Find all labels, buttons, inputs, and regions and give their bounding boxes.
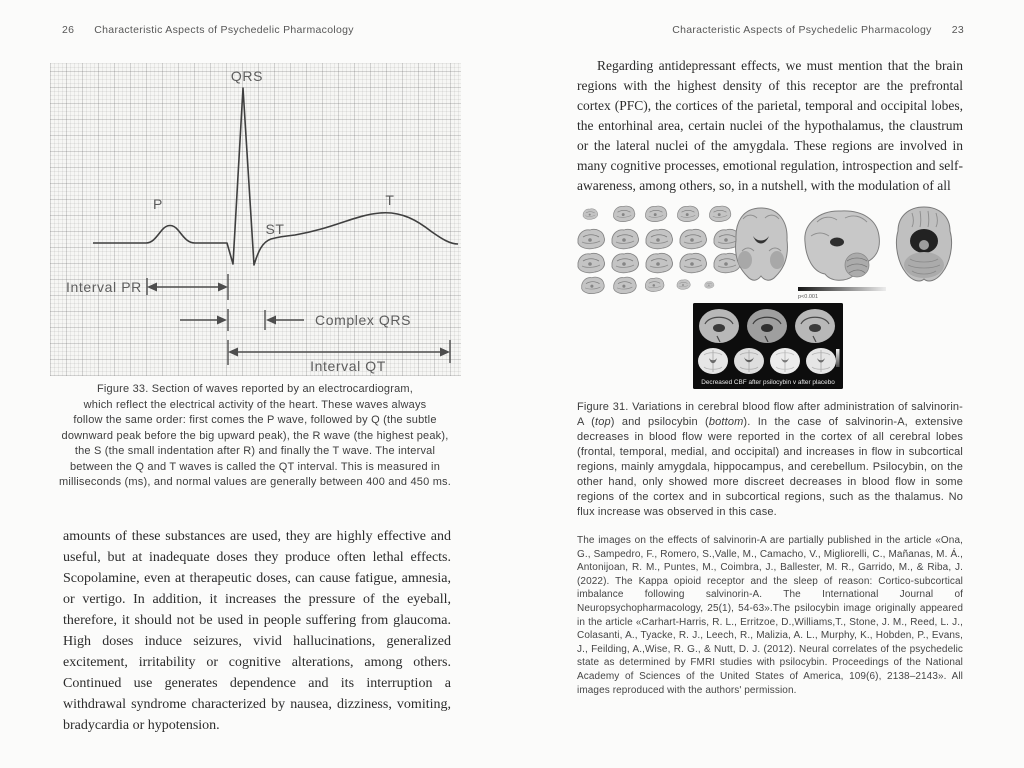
running-head-right-title: Characteristic Aspects of Psychedelic Pharmacology: [672, 24, 932, 36]
interval-pr-arrowhead-left: [147, 283, 157, 292]
cbf-colorbar: [836, 349, 840, 367]
interval-qt-arrowhead-right: [440, 348, 450, 357]
salvinorin-brain-montage: [572, 202, 962, 302]
interval-pr-arrow: [147, 274, 228, 300]
complex-qrs-arrowhead: [266, 316, 276, 325]
left-body-paragraph: amounts of these substances are used, they are highly effective and useful, but at inadequate doses they produce often lethal effects. Scopolamine, even at therapeutic doses, can cause fatigue, amnesia, or vertigo. In addition, it increases the pressure of the eyeball, therefore, it should not be used in people suffering from glaucoma. High doses induce seizures, vivid hallucinations, generalized excitement, irritability or cognitive alterations, among others. Continued use generates dependence and its interruption a withdrawal syndrome characterized by nausea, dizziness, vomiting, bradycardia or hypotension.: [63, 529, 451, 733]
psilocybin-brain-graphic: [693, 303, 843, 389]
qrs-onset-arrowhead: [217, 316, 227, 325]
ecg-label-p: P: [153, 196, 163, 212]
ecg-label-interval-pr: Interval PR: [66, 279, 142, 295]
ecg-label-interval-qt: Interval QT: [310, 358, 386, 374]
ecg-figure: [50, 63, 461, 376]
right-body-paragraph: Regarding antidepressant effects, we must mention that the brain regions with the highest density of this receptor are the prefrontal cortex (PFC), the cortices of the parietal, temporal and occipital lobes, the entorhinal area, certain nuclei of the hypothalamus, the claustrum or the lateral nuclei of the amygdala. These regions are involved in many cognitive processes, emotional regulation, introspection and self-awareness, among others, so, in a nutshell, with the modulation of all: [577, 58, 963, 193]
page-number-right: 23: [951, 24, 964, 36]
figure-31-caption: Figure 31. Variations in cerebral blood flow after administration of salvinorin-A (top) and psilocybin (bottom). In the case of salvinorin-A, extensive decreases in blood flow were reported in the cortex of all cerebral lobes (frontal, temporal, medial, and occipital) and increases in flow in subcortical regions, mainly amygdala, hippocampus, and cerebellum. Psilocybin, on the other hand, only showed more discreet decreases in blood flow in some regions of the cortex and in subcortical regions, such as the thalamus. No flux increase was observed in this case.: [577, 401, 964, 518]
pvalue-colorbar: [798, 287, 886, 291]
ecg-trace-graphic: [50, 63, 461, 376]
figure-31-credit: The images on the effects of salvinorin-A are partially published in the article «Ona, G., Sampedro, F., Romero, S.,Valle, M., Camacho, V., Migliorelli, C., Mañanas, M. Á., Antonijoan, R. M., Puntes, M., Coimbra, J., Ballester, M. R., Garrido, M., & Riba, J. (2022). The Kappa opioid receptor and the sleep of reason: Cortico-subcortical imbalance following salvinorin-A. The International Journal of Neuropsychopharmacology, 25(1), 54-63».The psilocybin image originally appeared in the article «Carhart-Harris, R. L., Erritzoe, D.,Williams,T., Stone, J. M., Reed, L. J., Colasanti, A., Tyacke, R. J., Leech, R., Malizia, A. L., Murphy, K., Hobden, P., Evans, J., Feilding, A.,Wise, R. G., & Nutt, D. J. (2012). Neural correlates of the psychedelic state as determined by FMRI studies with psilocybin. Proceedings of the National Academy of Sciences of the United States of America, 109(6), 2138–2143». All images reproduced with the authors' permission.: [577, 535, 963, 696]
salvinorin-brain-graphic: [572, 202, 962, 302]
interval-qt-arrowhead-left: [228, 348, 238, 357]
mini-brain-slice-grid: [578, 206, 741, 294]
ecg-label-complex-qrs: Complex QRS: [315, 312, 412, 328]
psilocybin-brain-panel: [693, 303, 843, 389]
pvalue-label: p<0.001: [798, 294, 819, 300]
running-head-right: [672, 24, 964, 36]
axial-brain-view: [896, 207, 951, 281]
caption-line: between the Q and T waves is called the QT interval. This is measured in: [69, 460, 441, 473]
sagittal-brain-view: [805, 211, 880, 280]
page-number-left: 26: [62, 24, 75, 36]
caption-line: Figure 33. Section of waves reported by an electrocardiogram,: [96, 383, 414, 395]
caption-line: which reflect the electrical activity of the heart. These waves always: [83, 398, 427, 411]
interval-pr-arrowhead-right: [218, 283, 228, 292]
coronal-brain-view: [736, 208, 788, 280]
psilocybin-panel-caption: Decreased CBF after psilocybin v after placebo: [701, 379, 835, 386]
running-head-left: [62, 24, 354, 36]
figure-33-caption: [53, 382, 457, 491]
ecg-waveform: [93, 88, 458, 265]
caption-line: milliseconds (ms), and normal values are generally between 400 and 450 ms.: [58, 476, 452, 488]
sagittal-slice-row: [699, 309, 835, 343]
caption-line: the S (the small indentation after R) and finally the T wave. The interval: [74, 445, 436, 457]
caption-line: follow the same order: first comes the P wave, followed by Q (the subtle: [73, 414, 437, 426]
ecg-label-st: ST: [265, 221, 285, 237]
running-head-left-title: Characteristic Aspects of Psychedelic Pharmacology: [94, 24, 354, 36]
ecg-label-t: T: [385, 192, 395, 208]
ecg-label-qrs: QRS: [230, 68, 264, 84]
caption-line: downward peak before the big upward peak), the R wave (the highest peak),: [61, 429, 449, 442]
